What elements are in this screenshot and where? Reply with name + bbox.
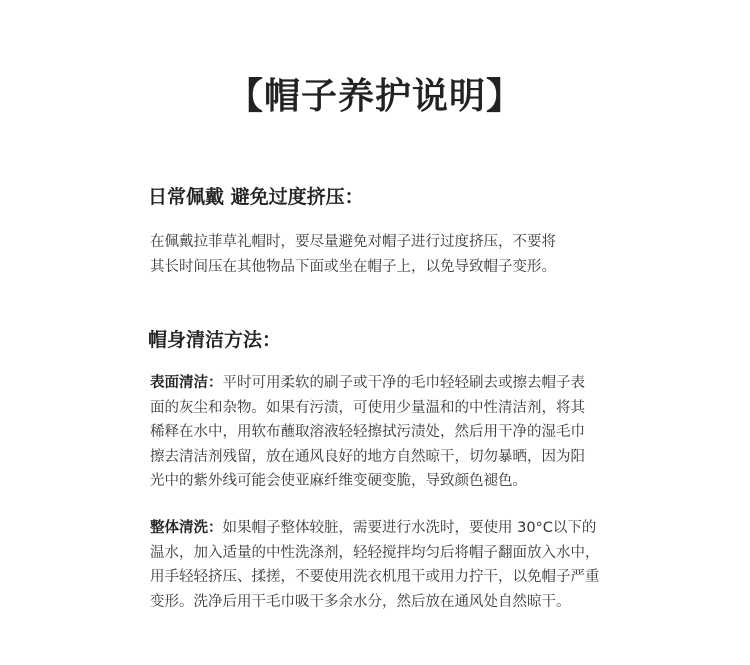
surface-cleaning-label: 表面清洁：	[150, 375, 223, 391]
section-heading-cleaning-method: 帽身清洁方法：	[148, 329, 282, 351]
paragraph-line: 擦去清洁剂残留，放在通风良好的地方自然晾干，切勿暴晒，因为阳	[150, 448, 585, 465]
overall-cleaning-paragraph	[150, 516, 650, 614]
section-heading-daily-wear: 日常佩戴 避免过度挤压：	[148, 186, 364, 208]
paragraph-line: 用手轻轻挤压、揉搓，不要使用洗衣机甩干或用力拧干，以免帽子严重	[150, 569, 600, 585]
paragraph-line	[150, 371, 650, 396]
paragraph-line: 面的灰尘和杂物。如果有污渍，可使用少量温和的中性清洁剂，将其	[150, 399, 585, 416]
paragraph-text: 平时可用柔软的刷子或干净的毛巾轻轻刷去或擦去帽子表	[222, 375, 585, 391]
paragraph-line: 在佩戴拉菲草礼帽时，要尽量避免对帽子进行过度挤压，不要将	[150, 234, 556, 250]
paragraph-line: 其长时间压在其他物品下面或坐在帽子上，以免导致帽子变形。	[150, 258, 556, 275]
paragraph-line	[150, 516, 650, 541]
paragraph-line: 稀释在水中，用软布蘸取溶液轻轻擦拭污渍处，然后用干净的湿毛巾	[150, 424, 585, 440]
paragraph-line: 变形。洗净后用干毛巾吸干多余水分，然后放在通风处自然晾干。	[150, 593, 571, 610]
surface-cleaning-paragraph	[150, 371, 650, 494]
paragraph-line: 光中的紫外线可能会使亚麻纤维变硬变脆，导致颜色褪色。	[150, 473, 527, 489]
daily-wear-paragraph	[150, 230, 650, 279]
page-title: 【帽子养护说明】	[226, 76, 523, 117]
paragraph-line: 温水，加入适量的中性洗涤剂，轻轻搅拌均匀后将帽子翻面放入水中，	[150, 544, 600, 561]
overall-cleaning-label: 整体清洗：	[150, 520, 223, 536]
paragraph-text: 如果帽子整体较脏，需要进行水洗时，要使用 30°C以下的	[222, 520, 597, 536]
